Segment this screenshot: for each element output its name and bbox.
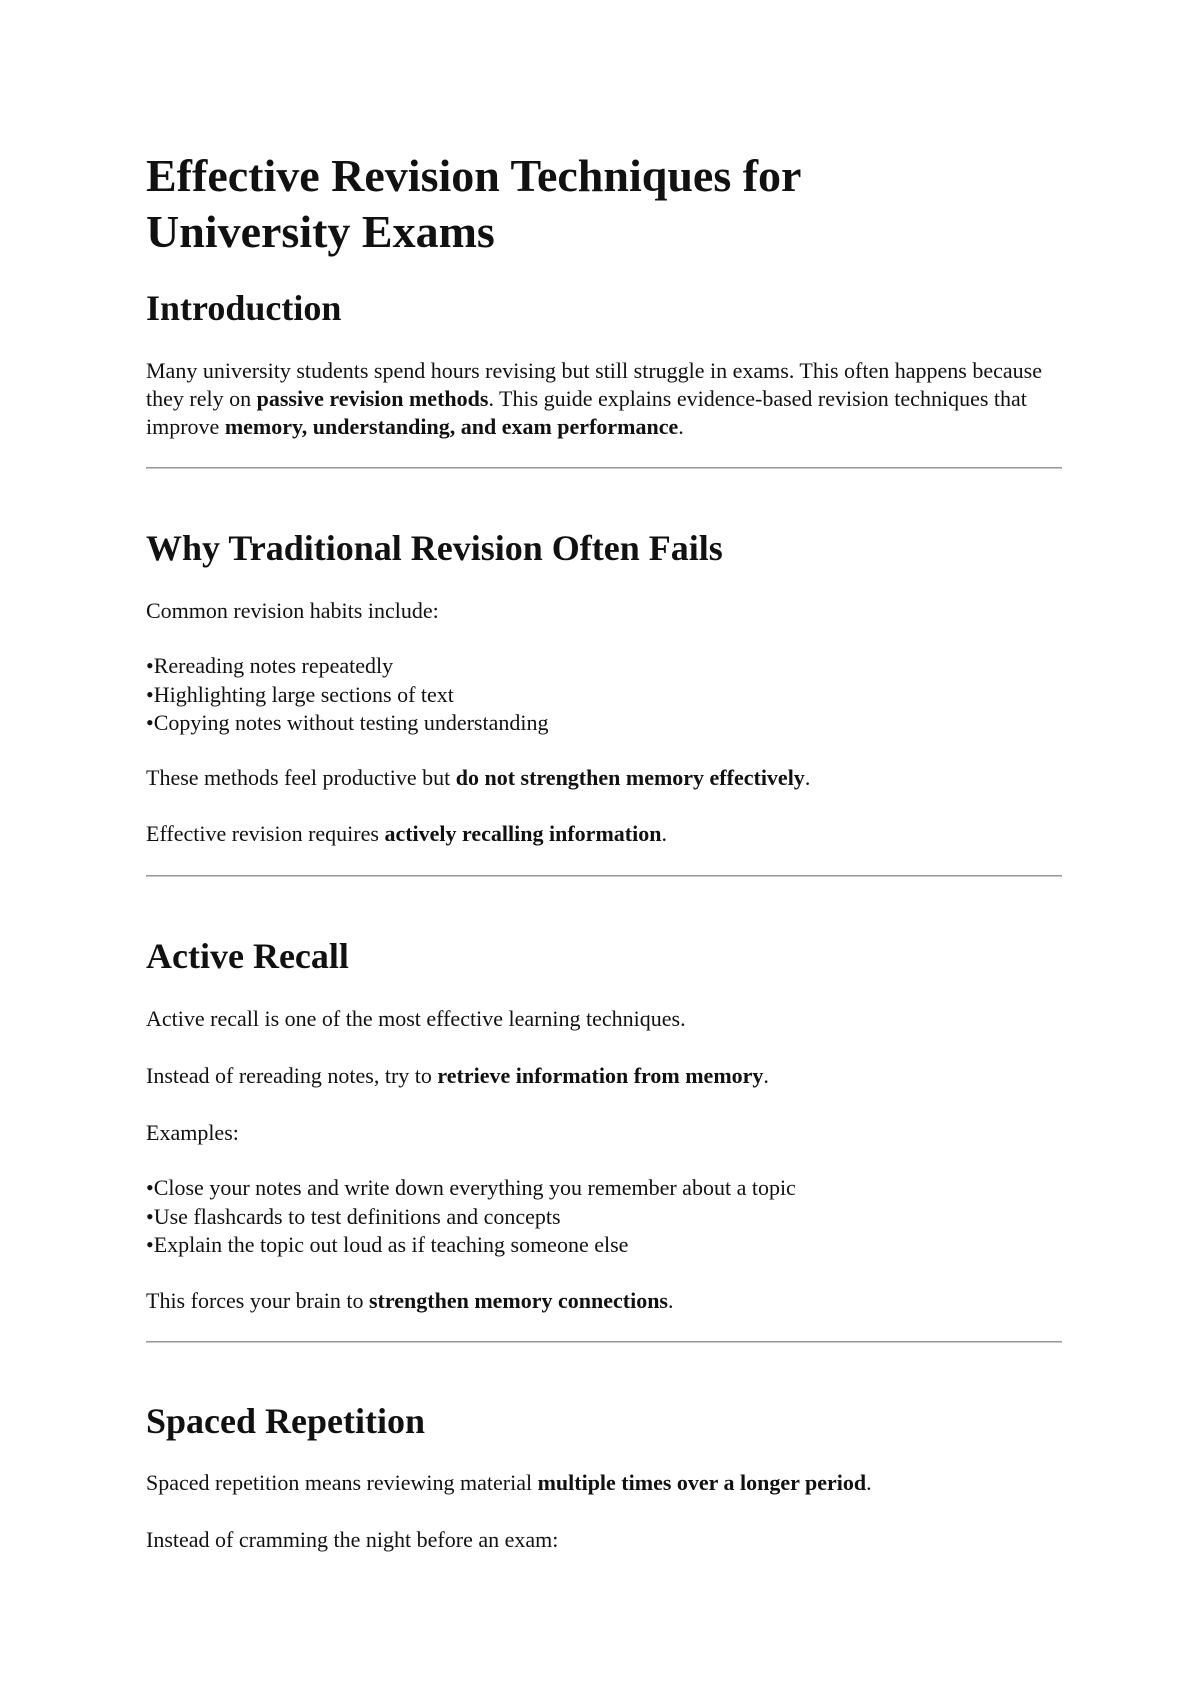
- intro-text-2: . This guide explains evidence-based revision techniques that improve: [146, 386, 1027, 439]
- section-divider: [146, 467, 1062, 469]
- why-text-4: .: [661, 821, 667, 846]
- spaced-bold-1: multiple times over a longer period: [537, 1470, 867, 1495]
- spaced-text-2: .: [866, 1470, 872, 1495]
- why-paragraph-3: [146, 820, 1062, 848]
- section-divider: [146, 1341, 1062, 1343]
- why-text-2: .: [804, 765, 811, 790]
- active-paragraph-3: [146, 1287, 1062, 1315]
- active-paragraph-1: Active recall is one of the most effective learning techniques.: [146, 1006, 686, 1031]
- list-item: • Highlighting large sections of text: [146, 681, 548, 710]
- why-text-3: Effective revision requires: [146, 821, 385, 846]
- active-text-4: .: [668, 1288, 674, 1313]
- why-lead-paragraph: Common revision habits include:: [146, 598, 439, 623]
- active-bullet-list: [146, 1174, 796, 1260]
- active-paragraph-2: [146, 1062, 1062, 1090]
- why-bullet-list: [146, 652, 548, 738]
- active-text-2: .: [763, 1063, 769, 1088]
- section-divider: [146, 875, 1062, 877]
- intro-text-3: .: [678, 414, 684, 439]
- list-item: • Rereading notes repeatedly: [146, 652, 548, 681]
- list-item: • Close your notes and write down everything you remember about a topic: [146, 1174, 796, 1203]
- spaced-paragraph-2: Instead of cramming the night before an exam:: [146, 1527, 559, 1552]
- active-bold-1: retrieve information from memory: [437, 1063, 764, 1088]
- active-bold-2: strengthen memory connections: [369, 1288, 668, 1313]
- heading-active-recall: Active Recall: [146, 936, 349, 976]
- why-paragraph-2: [146, 764, 1062, 792]
- active-examples-label: Examples:: [146, 1120, 239, 1145]
- intro-text-1: Many university students spend hours revising but still struggle in exams. This often happens because they rely on: [146, 358, 1042, 411]
- spaced-paragraph-1: [146, 1469, 1062, 1497]
- why-bold-2: actively recalling information: [384, 821, 662, 846]
- list-item: • Copying notes without testing understanding: [146, 709, 548, 738]
- list-item: • Use flashcards to test definitions and concepts: [146, 1203, 796, 1232]
- spaced-text-1: Spaced repetition means reviewing material: [146, 1470, 538, 1495]
- document-title: Effective Revision Techniques for University Exams: [146, 150, 801, 257]
- active-text-3: This forces your brain to: [146, 1288, 369, 1313]
- intro-bold-2: memory, understanding, and exam performance: [224, 414, 679, 439]
- list-item: • Explain the topic out loud as if teaching someone else: [146, 1231, 796, 1260]
- intro-bold-1: passive revision methods: [256, 386, 489, 411]
- active-text-1: Instead of rereading notes, try to: [146, 1063, 438, 1088]
- heading-spaced-repetition: Spaced Repetition: [146, 1401, 425, 1441]
- why-bold-1: do not strengthen memory effectively: [455, 765, 805, 790]
- heading-introduction: Introduction: [146, 288, 342, 328]
- heading-why-traditional-revision-fails: Why Traditional Revision Often Fails: [146, 528, 723, 568]
- intro-paragraph: [146, 357, 1062, 441]
- why-text-1: These methods feel productive but: [146, 765, 456, 790]
